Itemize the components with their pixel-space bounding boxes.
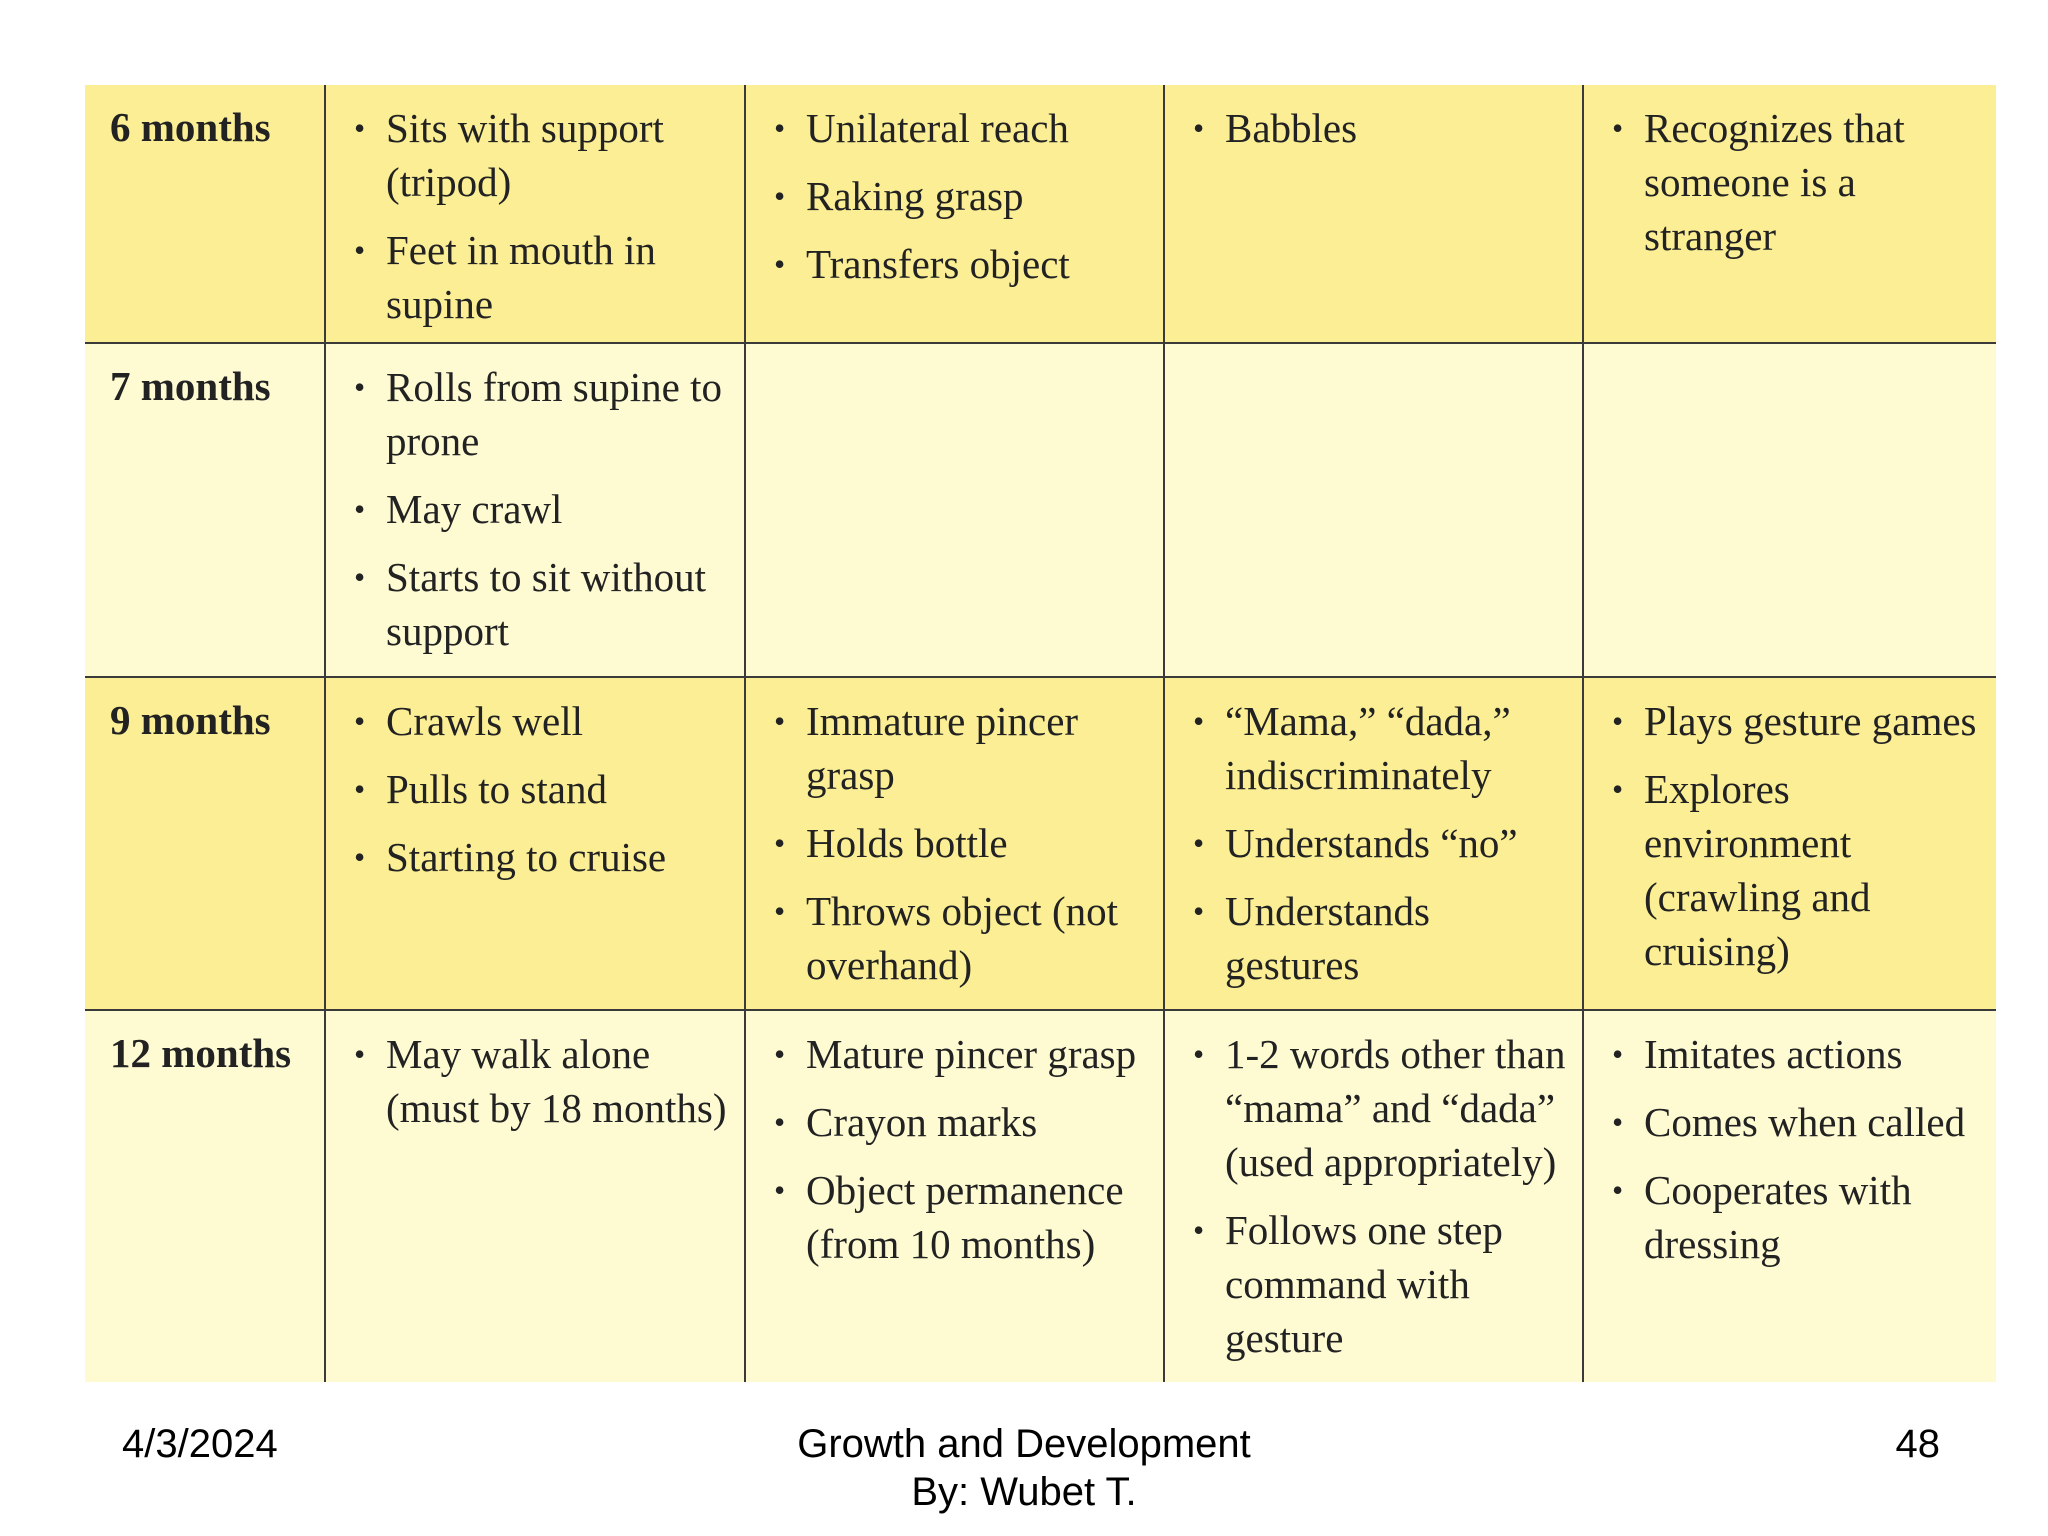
bullet-list (1604, 101, 1984, 263)
age-label: 9 months (85, 678, 326, 1011)
bullet-item: • Object permanence (from 10 months) (766, 1163, 1151, 1271)
bullet-item: • Pulls to stand (346, 762, 732, 816)
table-cell (326, 1011, 746, 1382)
bullet-item: • May crawl (346, 482, 732, 536)
bullet-item: • Understands “no” (1185, 816, 1570, 870)
bullet-list (766, 694, 1151, 992)
bullet-list (1185, 101, 1570, 155)
footer-title-block (0, 1420, 2048, 1516)
age-label: 7 months (85, 344, 326, 678)
bullet-item: • Plays gesture games (1604, 694, 1984, 748)
bullet-item: • Comes when called (1604, 1095, 1984, 1149)
bullet-item: • Babbles (1185, 101, 1570, 155)
bullet-item: • “Mama,” “dada,” indiscriminately (1185, 694, 1570, 802)
footer-page-number: 48 (1895, 1422, 1940, 1466)
footer-date: 4/3/2024 (122, 1422, 278, 1466)
table-cell (746, 85, 1165, 344)
milestones-table (85, 85, 1996, 1382)
bullet-item: • Understands gestures (1185, 884, 1570, 992)
bullet-item: • Follows one step command with gesture (1185, 1203, 1570, 1365)
footer-author: By: Wubet T. (911, 1470, 1137, 1514)
bullet-item: • Transfers object (766, 237, 1151, 291)
bullet-item: • Sits with support (tripod) (346, 101, 732, 209)
bullet-list (1185, 1027, 1570, 1365)
table-cell (1165, 85, 1584, 344)
bullet-list (1604, 1027, 1984, 1271)
table-cell (1165, 1011, 1584, 1382)
bullet-item: • Recognizes that someone is a stranger (1604, 101, 1984, 263)
bullet-list (346, 101, 732, 331)
table-cell (1584, 344, 1996, 678)
bullet-list (766, 101, 1151, 291)
table-cell (1584, 1011, 1996, 1382)
table-cell (1584, 678, 1996, 1011)
table-cell (746, 344, 1165, 678)
table-cell (326, 678, 746, 1011)
bullet-list (1185, 694, 1570, 992)
bullet-item: • Explores environment (crawling and cruising) (1604, 762, 1984, 978)
bullet-list (766, 1027, 1151, 1271)
bullet-item: • Immature pincer grasp (766, 694, 1151, 802)
age-label: 6 months (85, 85, 326, 344)
bullet-list (1604, 694, 1984, 978)
bullet-item: • Imitates actions (1604, 1027, 1984, 1081)
bullet-list (346, 694, 732, 884)
bullet-item: • Unilateral reach (766, 101, 1151, 155)
bullet-list (346, 360, 732, 658)
age-label: 12 months (85, 1011, 326, 1382)
table-cell (1165, 344, 1584, 678)
bullet-item: • Cooperates with dressing (1604, 1163, 1984, 1271)
bullet-item: • Mature pincer grasp (766, 1027, 1151, 1081)
bullet-item: • Raking grasp (766, 169, 1151, 223)
table-cell (746, 1011, 1165, 1382)
bullet-list (346, 1027, 732, 1135)
table-cell (326, 344, 746, 678)
bullet-item: • Crawls well (346, 694, 732, 748)
table-cell (746, 678, 1165, 1011)
table-cell (1584, 85, 1996, 344)
bullet-item: • Crayon marks (766, 1095, 1151, 1149)
bullet-item: • Starting to cruise (346, 830, 732, 884)
footer-title: Growth and Development (797, 1422, 1251, 1466)
bullet-item: • Throws object (not overhand) (766, 884, 1151, 992)
table-cell (326, 85, 746, 344)
bullet-item: • Rolls from supine to prone (346, 360, 732, 468)
bullet-item: • Holds bottle (766, 816, 1151, 870)
bullet-item: • Starts to sit without support (346, 550, 732, 658)
bullet-item: • Feet in mouth in supine (346, 223, 732, 331)
bullet-item: • May walk alone (must by 18 months) (346, 1027, 732, 1135)
table-cell (1165, 678, 1584, 1011)
bullet-item: • 1-2 words other than “mama” and “dada” (used appropriately) (1185, 1027, 1570, 1189)
